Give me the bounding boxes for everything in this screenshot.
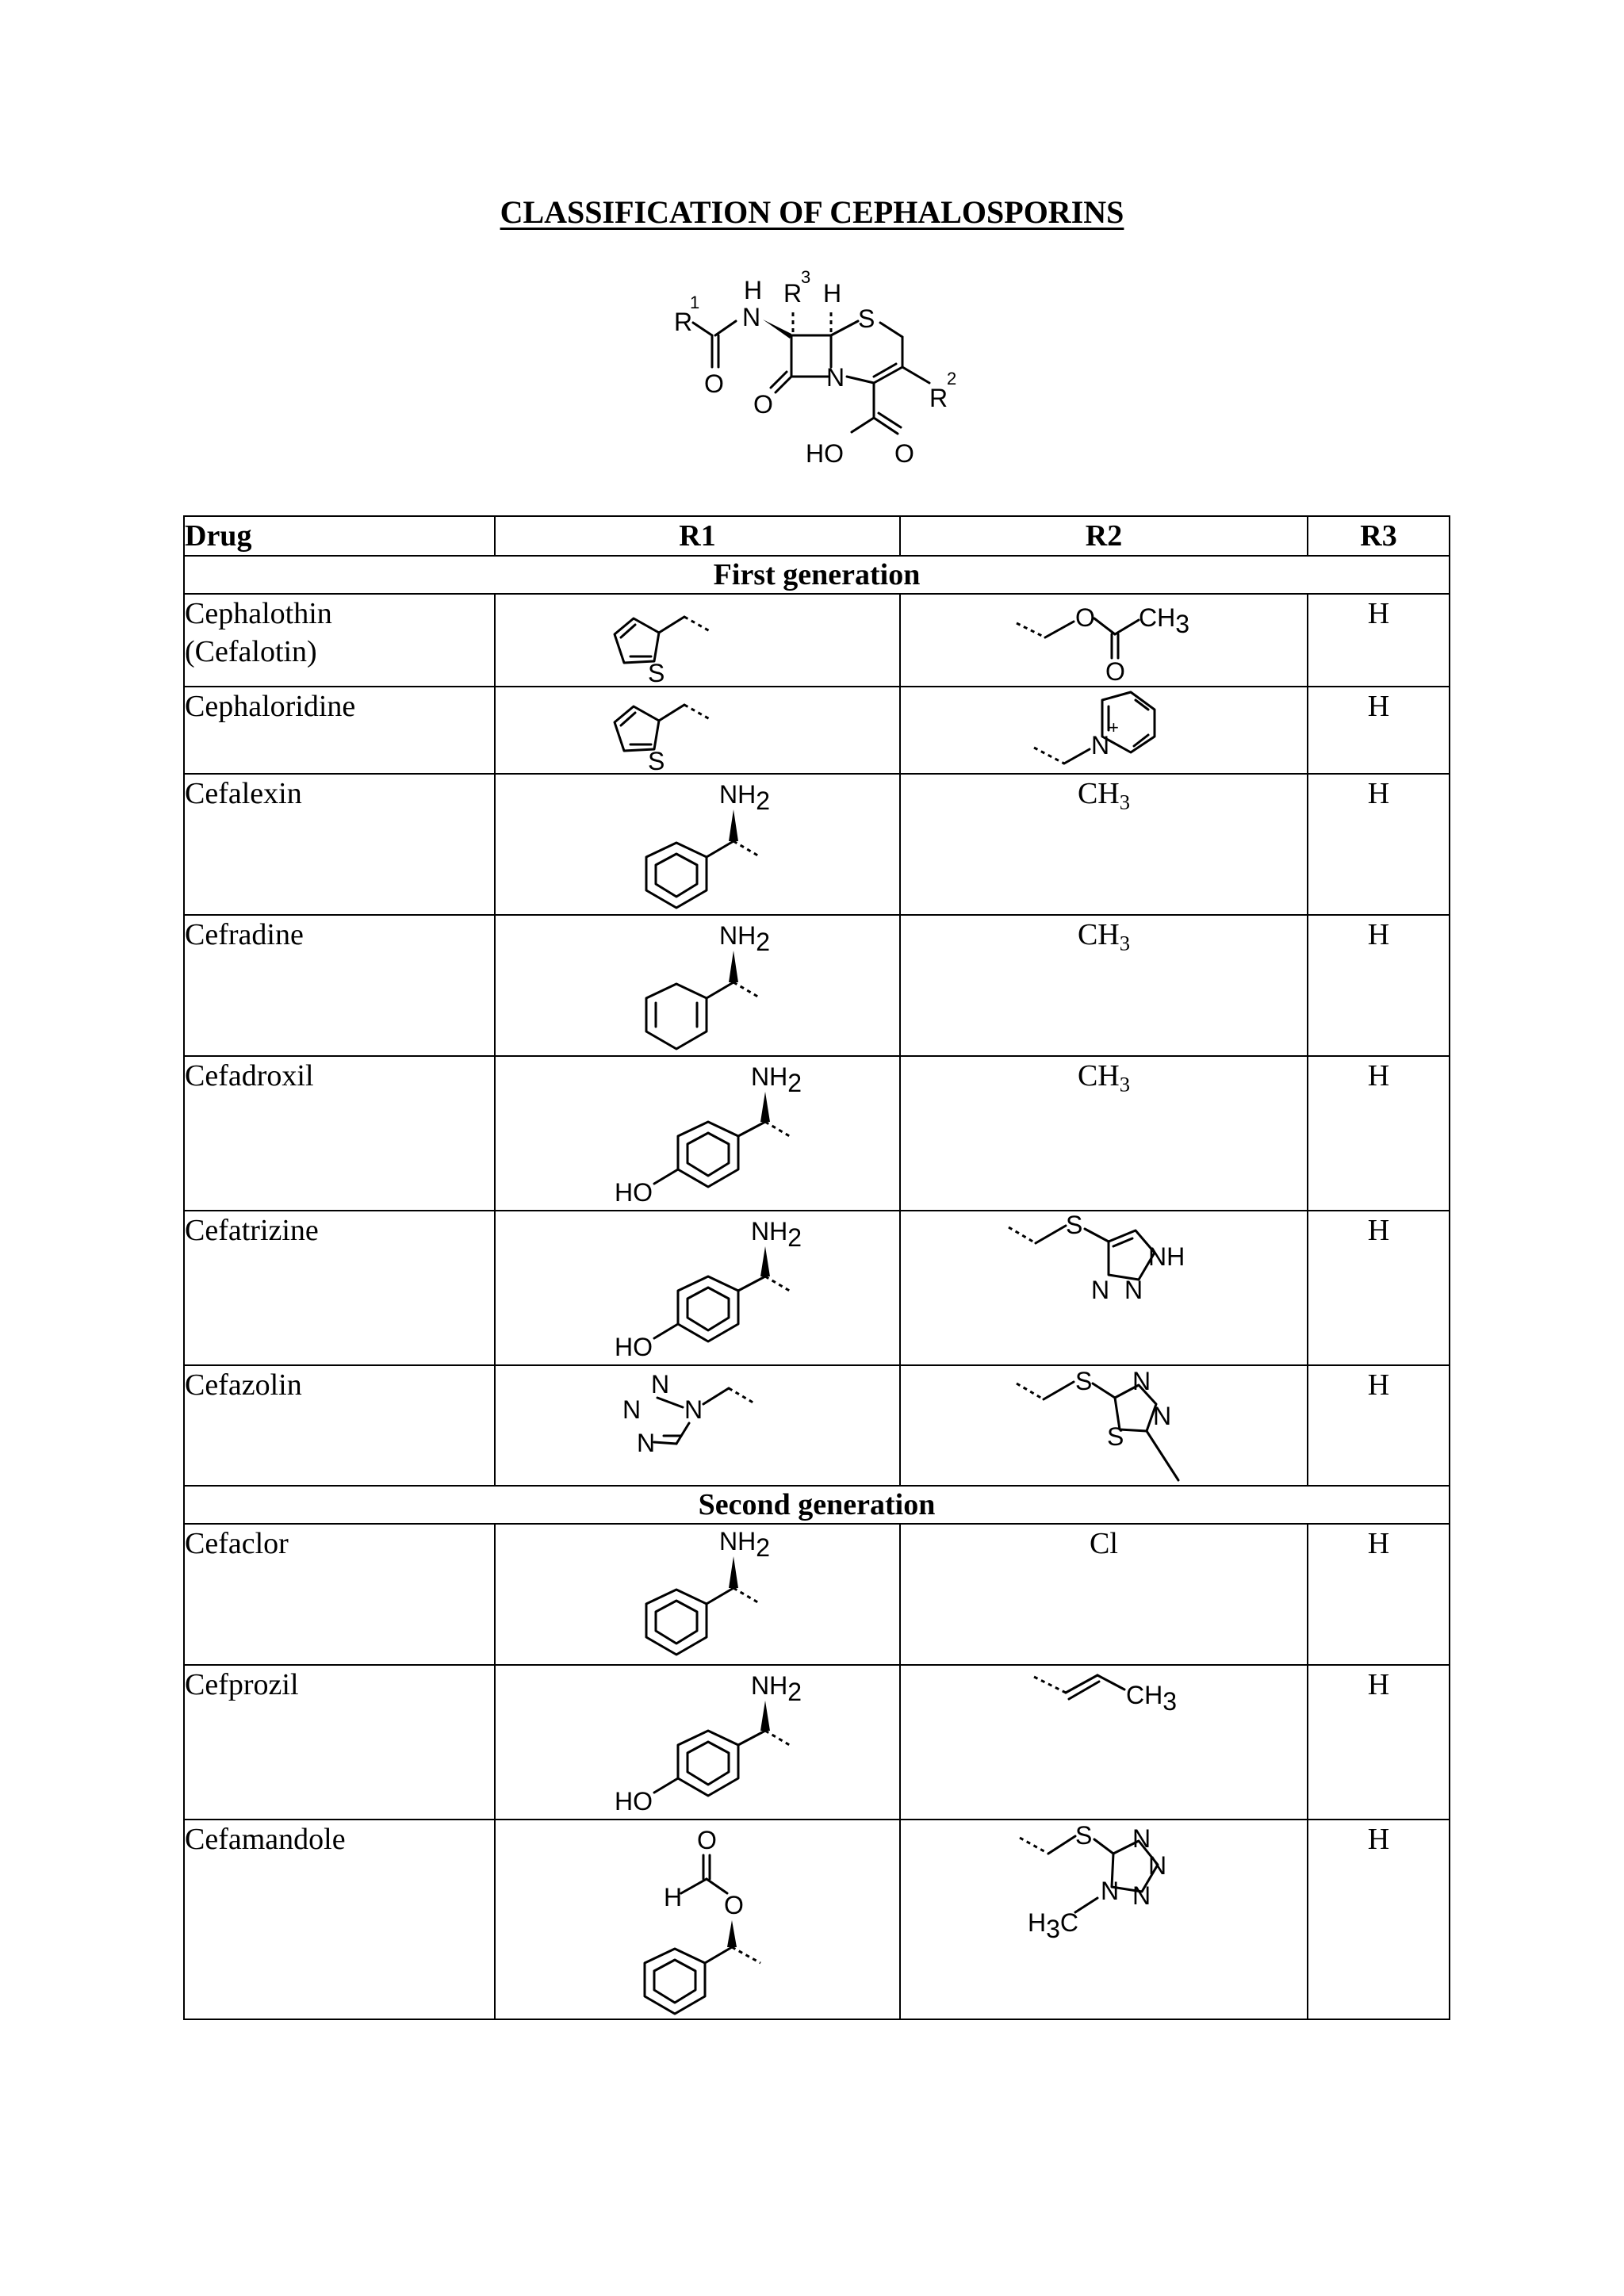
atom-label: O — [697, 1826, 717, 1854]
r3-value: H — [1308, 1665, 1450, 1820]
core-label: O — [894, 439, 914, 468]
page-title: CLASSIFICATION OF CEPHALOSPORINS — [500, 194, 1124, 230]
atom-label: NH2 — [751, 1062, 802, 1097]
table-row — [184, 1365, 1450, 1486]
atom-label: + — [1109, 718, 1119, 737]
thiadiazolylthio-structure — [901, 1366, 1306, 1485]
atom-label: N — [651, 1370, 670, 1399]
core-label: R — [783, 279, 802, 308]
generation-label: Second generation — [184, 1486, 1450, 1524]
thiophene-structure — [496, 687, 898, 773]
atom-label: O — [1105, 657, 1125, 685]
generation-label: First generation — [184, 556, 1450, 594]
phenylglycyl-structure — [496, 775, 898, 913]
table-row — [184, 1056, 1450, 1211]
table-header-row — [184, 516, 1450, 556]
r3-value: H — [1308, 1365, 1450, 1486]
atom-label: N — [1132, 1824, 1151, 1853]
r1-structure — [495, 915, 900, 1056]
r2-structure — [900, 1365, 1308, 1486]
core-label: S — [858, 304, 875, 333]
atom-label: S — [1075, 1367, 1093, 1395]
atom-label: N — [684, 1395, 703, 1424]
drug-name: Cephaloridine — [184, 687, 495, 774]
triazolylthio-structure — [901, 1211, 1306, 1364]
atom-label: S — [1075, 1821, 1093, 1850]
atom-label: HO — [615, 1787, 653, 1816]
thiophene-structure — [496, 595, 898, 685]
core-label: R — [674, 308, 693, 336]
table-row — [184, 687, 1450, 774]
atom-label: HO — [615, 1333, 653, 1361]
header-drug: Drug — [184, 516, 495, 556]
atom-label: CH3 — [1139, 603, 1190, 638]
hydroxyphenylglycyl-structure — [496, 1666, 898, 1818]
generation-row — [184, 556, 1450, 594]
drug-name: Cefazolin — [184, 1365, 495, 1486]
header-r2: R2 — [900, 516, 1308, 556]
r3-value: H — [1308, 594, 1450, 687]
atom-label: N — [1091, 1276, 1110, 1304]
table-row — [184, 774, 1450, 915]
atom-label: HO — [615, 1178, 653, 1207]
core-label: 2 — [947, 369, 957, 388]
table-row — [184, 594, 1450, 687]
core-label: O — [753, 390, 773, 419]
hydroxyphenylglycyl-structure — [496, 1057, 898, 1209]
r3-value: H — [1308, 1820, 1450, 2019]
atom-label: N — [1101, 1877, 1120, 1905]
atom-label: NH — [1148, 1242, 1185, 1271]
core-label: N — [826, 363, 845, 392]
table-row — [184, 1524, 1450, 1665]
generation-row — [184, 1486, 1450, 1524]
pyridinium-structure — [901, 687, 1306, 773]
atom-label: N — [637, 1429, 656, 1457]
r1-structure — [495, 594, 900, 687]
atom-label: N — [622, 1395, 642, 1424]
header-r1: R1 — [495, 516, 900, 556]
drug-name: Cephalothin (Cefalotin) — [184, 594, 495, 687]
atom-label: H — [664, 1883, 683, 1911]
table-row — [184, 1820, 1450, 2019]
methyltetrazolylthio-structure — [901, 1820, 1306, 2018]
atom-label: N — [1132, 1881, 1151, 1910]
atom-label: N — [1148, 1851, 1167, 1880]
r2-structure — [900, 1211, 1308, 1365]
drug-name: Cefatrizine — [184, 1211, 495, 1365]
core-label: O — [704, 369, 724, 398]
drug-name: Cefadroxil — [184, 1056, 495, 1211]
atom-label: NH2 — [751, 1217, 802, 1252]
core-label: 3 — [801, 267, 811, 287]
r1-structure — [495, 1820, 900, 2019]
core-label: H — [823, 279, 842, 308]
r2-value: $CH_3$ — [900, 1056, 1308, 1211]
propenyl-structure — [901, 1666, 1306, 1818]
r2-structure — [900, 1820, 1308, 2019]
atom-label: S — [648, 747, 665, 773]
atom-label: CH3 — [1126, 1681, 1178, 1716]
core-label: R — [929, 384, 948, 412]
cephalosporin-table — [183, 515, 1450, 2020]
phenylglycyl-structure — [496, 1525, 898, 1663]
r3-value: H — [1308, 1524, 1450, 1665]
atom-label: S — [1107, 1422, 1124, 1451]
atom-label: N — [1124, 1276, 1143, 1304]
r2-value: Cl — [900, 1524, 1308, 1665]
r3-value: H — [1308, 915, 1450, 1056]
table-row — [184, 1665, 1450, 1820]
r2-structure — [900, 1665, 1308, 1820]
r2-structure — [900, 594, 1308, 687]
atom-label: H3C — [1028, 1908, 1079, 1943]
core-label: 1 — [690, 293, 700, 312]
table-row — [184, 1211, 1450, 1365]
tetrazolylmethyl-structure — [496, 1366, 898, 1485]
r1-structure — [495, 1365, 900, 1486]
r1-structure — [495, 1665, 900, 1820]
r3-value: H — [1308, 1056, 1450, 1211]
atom-label: NH2 — [751, 1671, 802, 1706]
core-label: HO — [806, 439, 844, 468]
atom-label: NH2 — [719, 921, 771, 956]
drug-name: Cefamandole — [184, 1820, 495, 2019]
drug-name: Cefaclor — [184, 1524, 495, 1665]
atom-label: O — [724, 1891, 744, 1919]
r2-value: $CH_3$ — [900, 915, 1308, 1056]
atom-label: O — [1075, 603, 1095, 632]
header-r3: R3 — [1308, 516, 1450, 556]
atom-label: NH2 — [719, 1527, 771, 1562]
mandelyl-formate-structure — [496, 1820, 898, 2018]
core-label: N — [742, 303, 761, 331]
drug-name: Cefprozil — [184, 1665, 495, 1820]
r2-structure — [900, 687, 1308, 774]
atom-label: N — [1091, 731, 1110, 760]
r3-value: H — [1308, 687, 1450, 774]
atom-label: S — [1066, 1211, 1083, 1239]
hydroxyphenylglycyl-structure — [496, 1211, 898, 1364]
core-label: H — [744, 276, 763, 304]
atom-label: NH2 — [719, 780, 771, 815]
r1-structure — [495, 774, 900, 915]
r3-value: H — [1308, 774, 1450, 915]
table-row — [184, 915, 1450, 1056]
core-structure-diagram — [650, 266, 999, 488]
r1-structure — [495, 1524, 900, 1665]
r1-structure — [495, 687, 900, 774]
r2-value: $CH_3$ — [900, 774, 1308, 915]
r1-structure — [495, 1211, 900, 1365]
atom-label: S — [648, 659, 665, 685]
r1-structure — [495, 1056, 900, 1211]
atom-label: N — [1153, 1402, 1172, 1430]
r3-value: H — [1308, 1211, 1450, 1365]
drug-name: Cefradine — [184, 915, 495, 1056]
atom-label: N — [1132, 1367, 1151, 1395]
drug-name: Cefalexin — [184, 774, 495, 915]
acetoxymethyl-structure — [901, 595, 1306, 685]
cyclohexadienyl-structure — [496, 916, 898, 1054]
